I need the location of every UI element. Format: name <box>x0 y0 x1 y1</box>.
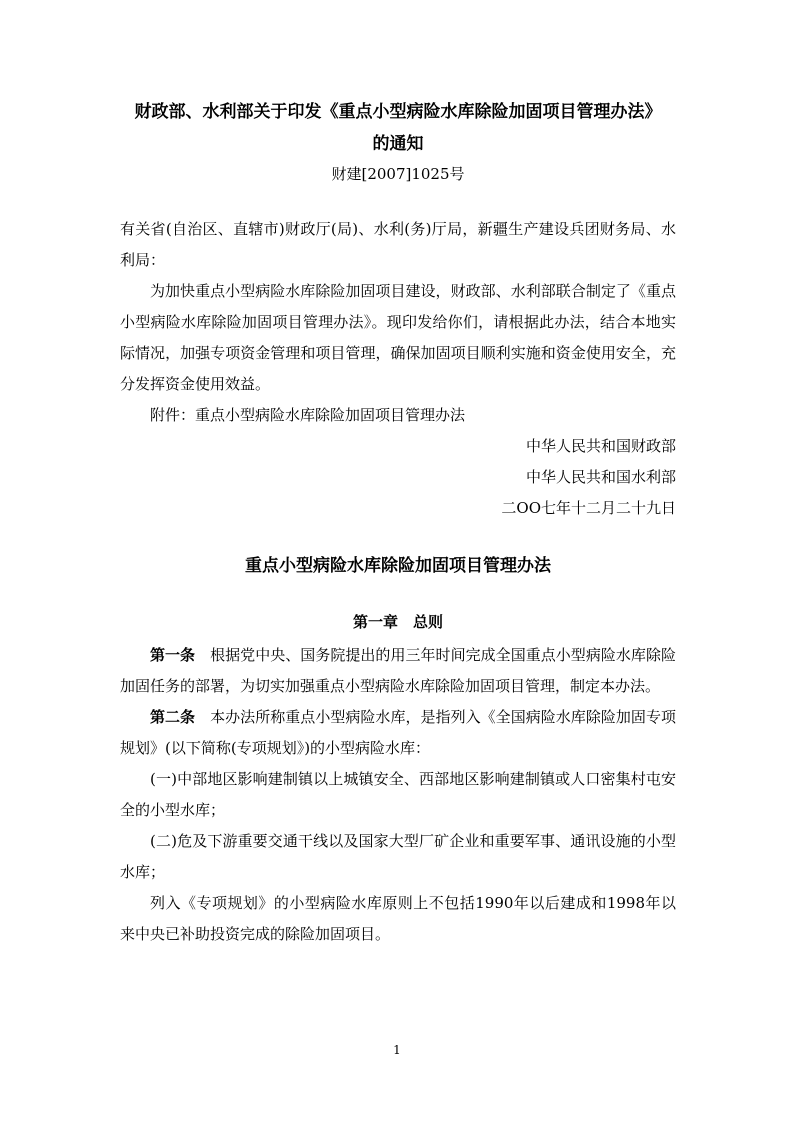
recipients: 有关省(自治区、直辖市)财政厅(局)、水利(务)厅局，新疆生产建设兵团财务局、水利局： <box>120 220 676 269</box>
measures-title: 重点小型病险水库除险加固项目管理办法 <box>245 556 551 576</box>
article-2 <box>120 702 676 764</box>
signer-finance: 中华人民共和国财政部 <box>525 437 676 455</box>
document-number: 财建[2007]1025号 <box>331 165 465 183</box>
attachment-line: 附件：重点小型病险水库除险加固项目管理办法 <box>150 406 466 424</box>
signer-water: 中华人民共和国水利部 <box>525 468 676 486</box>
issue-date: 二OO七年十二月二十九日 <box>501 499 676 517</box>
article-2-item-1: (一)中部地区影响建制镇以上城镇安全、西部地区影响建制镇或人口密集村屯安全的小型水库； <box>120 770 676 819</box>
article-1-label: 第一条 <box>150 646 196 664</box>
notice-body: 为加快重点小型病险水库除险加固项目建设，财政部、水利部联合制定了《重点小型病险水库除险加固项目管理办法》。现印发给你们，请根据此办法，结合本地实际情况，加强专项资金管理和项目管理，确保加固项目顺利实施和资金使用安全，充分发挥资金使用效益。 <box>120 282 676 393</box>
chapter-heading: 第一章 总则 <box>352 613 443 631</box>
document-content <box>120 96 676 950</box>
notice-title-line2: 的通知 <box>372 134 424 154</box>
article-2-label: 第二条 <box>150 708 196 726</box>
page-number: 1 <box>393 1043 401 1057</box>
notice-title-line1: 财政部、水利部关于印发《重点小型病险水库除险加固项目管理办法》 <box>134 102 662 122</box>
article-1-text: 根据党中央、国务院提出的用三年时间完成全国重点小型病险水库除险加固任务的部署，为切实加强重点小型病险水库除险加固项目管理，制定本办法。 <box>120 646 676 695</box>
article-2-text: 本办法所称重点小型病险水库，是指列入《全国病险水库除险加固专项规划》(以下简称(专项规划》)的小型病险水库： <box>120 708 676 757</box>
article-2-item-2: (二)危及下游重要交通干线以及国家大型厂矿企业和重要军事、通讯设施的小型水库； <box>120 832 676 881</box>
article-2-closing: 列入《专项规划》的小型病险水库原则上不包括1990年以后建成和1998年以来中央已补助投资完成的除险加固项目。 <box>120 894 676 943</box>
article-1 <box>120 640 676 702</box>
